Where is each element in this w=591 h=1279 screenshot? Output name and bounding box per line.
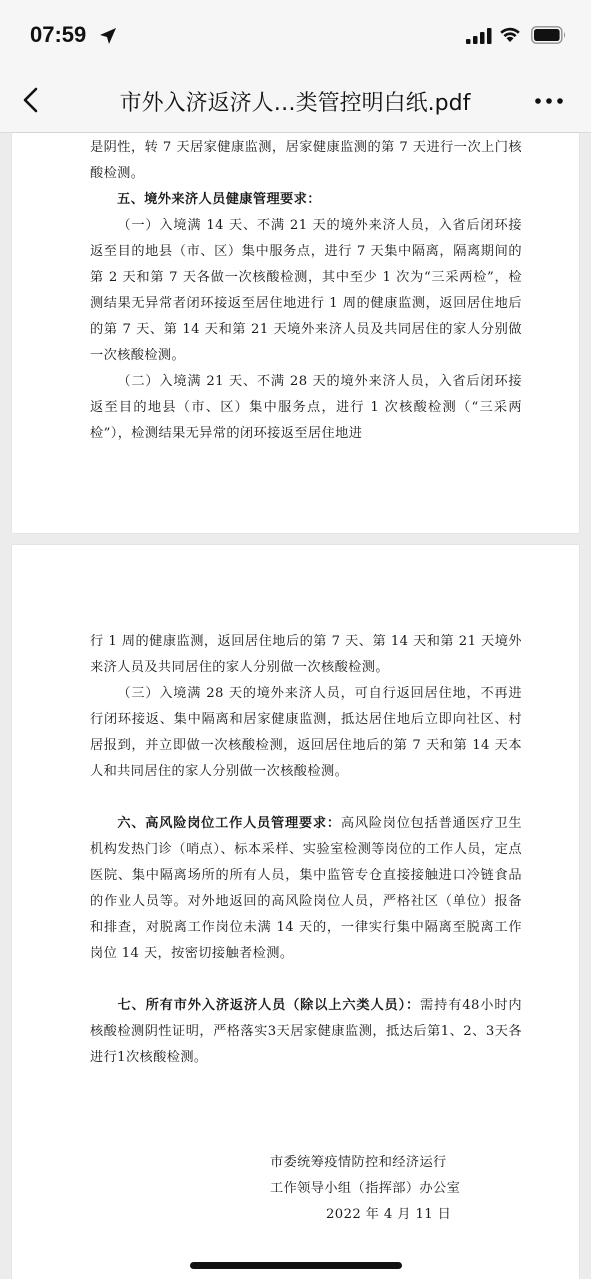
more-horizontal-icon [531,86,567,116]
wifi-icon [498,25,522,43]
chevron-left-icon [14,82,50,118]
location-arrow-icon [98,26,118,46]
paragraph-home-monitoring: 是阴性，转 7 天居家健康监测，居家健康监测的第 7 天进行一次上门核酸检测。 [90,140,522,181]
paragraph-section-6: 六、高风险岗位工作人员管理要求：高风险岗位包括普通医疗卫生机构发热门诊（哨点）、标本采样、实验室检测等岗位的工作人员，定点医院、集中隔离场所的所有人员，集中监管专仓直接接触进口冷链食品的作业人员等。对外地返回的高风险岗位人员，严格社区（单位）报备和排查，对脱离工作岗位未满 14 天的，一律实行集中隔离至脱离工作岗位 14 天，按密切接触者检测。 [90,816,522,961]
paragraph-5-2-continued: 行 1 周的健康监测，返回居住地后的第 7 天、第 14 天和第 21 天境外来济人员及共同居住的家人分别做一次核酸检测。 [90,634,522,675]
pdf-page-2 [12,545,579,1279]
signature-line-2: 工作领导小组（指挥部）办公室 [270,1181,461,1196]
status-bar [0,0,591,70]
paragraph-section-7: 七、所有市外入济返济人员（除以上六类人员）：需持有48小时内核酸检测阴性证明，严格落实3天居家健康监测，抵达后第1、2、3天各进行1次核酸检测。 [90,998,523,1065]
paragraph-5-3: （三）入境满 28 天的境外来济人员，可自行返回居住地，不再进行闭环接返、集中隔离和居家健康监测，抵达居住地后立即向社区、村居报到，并立即做一次核酸检测，返回居住地后的第 7 天和第 14 天本人和共同居住的家人分别做一次核酸检测。 [90,686,522,779]
signature-line-1: 市委统筹疫情防控和经济运行 [270,1155,447,1170]
section-heading-6: 六、高风险岗位工作人员管理要求： [117,816,341,831]
cellular-signal-icon [466,28,492,44]
status-time: 07:59 [30,22,87,47]
paragraph-5-2: （二）入境满 21 天、不满 28 天的境外来济人员，入省后闭环接返至目的地县（市、区）集中服务点，进行 1 次核酸检测（“三采两检”），检测结果无异常的闭环接返至居住地进 [90,374,522,441]
paragraph-5-1: （一）入境满 14 天、不满 21 天的境外来济人员，入省后闭环接返至目的地县（市、区）集中服务点，进行 7 天集中隔离，隔离期间的第 2 天和第 7 天各做一次核酸检测，其中至少 1 次为“三采两检”，检测结果无异常者闭环接返至居住地进行 1 周的健康监测，返回居住地后的第 7 天、第 14 天和第 21 天境外来济人员及共同居住的家人分别做一次核酸检测。 [90,218,522,363]
document-title: 市外入济返济人…类管控明白纸.pdf [119,91,471,116]
back-button[interactable] [14,82,50,118]
more-options-button[interactable] [531,86,567,116]
home-indicator[interactable] [190,1262,402,1269]
section-heading-5: 五、境外来济人员健康管理要求： [117,192,321,207]
section-heading-7: 七、所有市外入济返济人员（除以上六类人员）： [117,998,421,1013]
battery-icon [531,26,567,44]
pdf-page-1 [12,133,579,533]
signature-date: 2022 年 4 月 11 日 [326,1207,452,1222]
nav-bar [0,70,591,133]
